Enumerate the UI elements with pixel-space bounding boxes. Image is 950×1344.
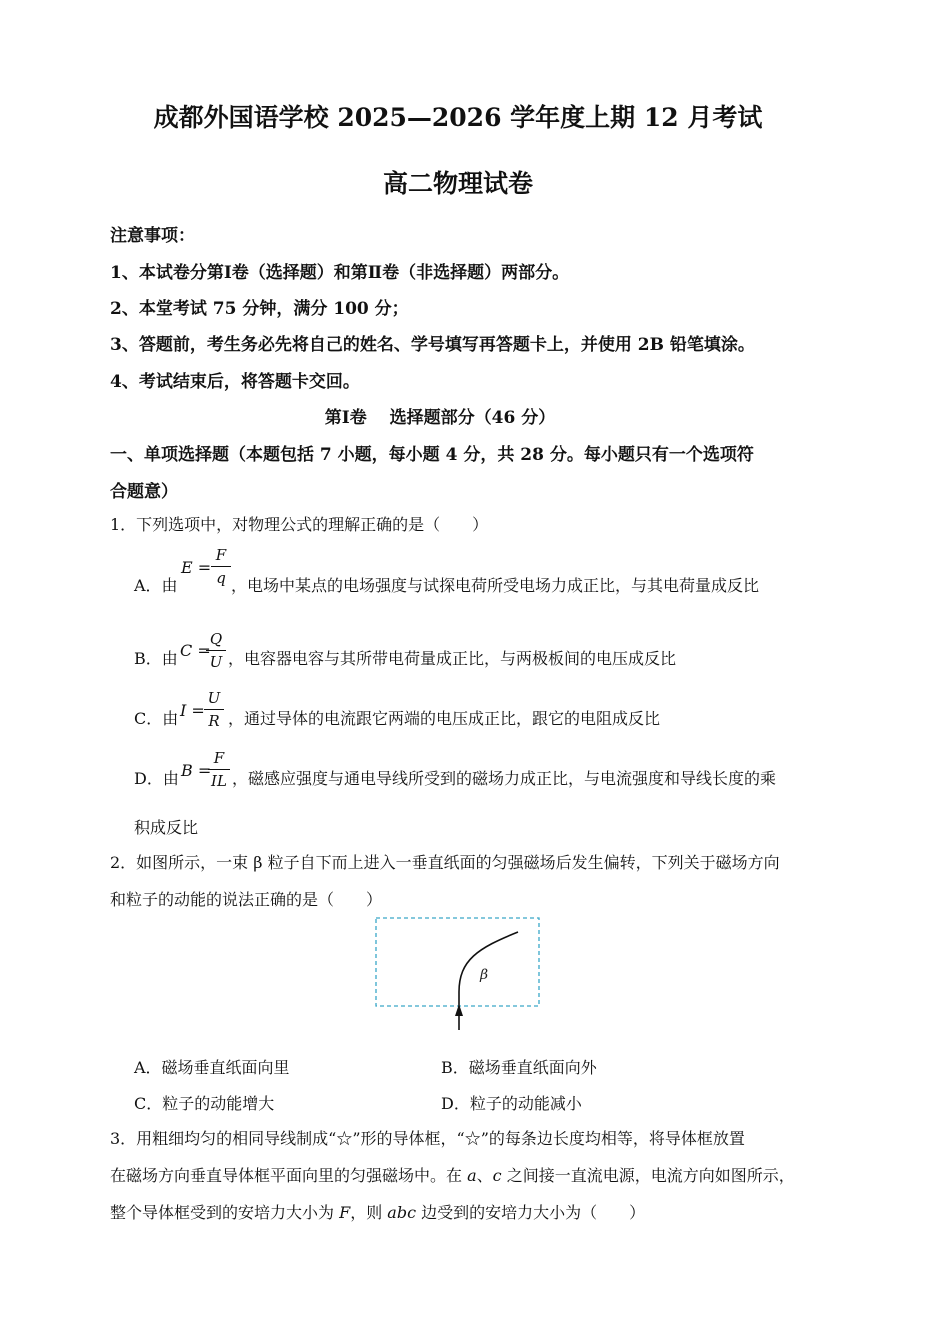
q1-option-a-label: A．由 <box>134 576 178 595</box>
fraction-bar <box>206 650 226 651</box>
q1-option-a-lhs: E = <box>181 558 212 577</box>
fraction-bar <box>211 566 231 567</box>
beta-label: β <box>480 967 489 983</box>
note-item-4: 4、考试结束后，将答题卡交回。 <box>110 372 360 392</box>
q1-option-d-fraction <box>208 749 230 790</box>
note-item-1: 1、本试卷分第Ⅰ卷（选择题）和第Ⅱ卷（非选择题）两部分。 <box>110 263 570 283</box>
fraction-numerator: F <box>213 749 225 767</box>
q2-option-b: B．磁场垂直纸面向外 <box>441 1058 597 1077</box>
note-item-3: 3、答题前，考生务必先将自己的姓名、学号填写再答题卡上，并使用 2B 铅笔填涂。 <box>110 335 755 355</box>
notes-heading: 注意事项： <box>110 226 195 246</box>
q1-option-a-fraction <box>211 546 231 587</box>
q3-var-abc: abc <box>387 1203 417 1222</box>
q3-line3-text-c: 边受到的安培力大小为（ ） <box>416 1203 646 1222</box>
q3-line2-text-b: 、 <box>476 1166 493 1185</box>
q1-option-c-label: C．由 <box>134 709 179 728</box>
q2-magnetic-field-figure <box>370 912 546 1036</box>
q3-line2 <box>110 1163 795 1186</box>
exam-title: 成都外国语学校 2025—2026 学年度上期 12 月考试 <box>153 103 763 132</box>
q1-option-d-continuation: 积成反比 <box>134 818 199 837</box>
fraction-numerator: U <box>207 689 221 707</box>
q1-option-b-fraction <box>206 630 226 671</box>
note-item-2: 2、本堂考试 75 分钟，满分 100 分； <box>110 299 409 319</box>
fraction-bar <box>208 769 230 770</box>
q1-option-b-lhs: C = <box>180 641 211 660</box>
q1-option-b-text: ，电容器电容与其所带电荷量成正比，与两极板间的电压成反比 <box>228 649 677 668</box>
q3-line1: 3．用粗细均匀的相同导线制成“☆”形的导体框，“☆”的每条边长度均相等，将导体框放置 <box>110 1129 745 1148</box>
q1-option-c-text: ，通过导体的电流跟它两端的电压成正比，跟它的电阻成反比 <box>228 709 661 728</box>
q3-var-c: c <box>492 1166 502 1185</box>
particle-trajectory <box>459 932 518 1030</box>
fraction-bar <box>204 709 224 710</box>
q3-var-a: a <box>467 1166 477 1185</box>
q1-option-a-text: ，电场中某点的电场强度与试探电荷所受电场力成正比，与其电荷量成反比 <box>231 576 760 595</box>
q1-option-c-fraction <box>204 689 224 730</box>
paper-subtitle: 高二物理试卷 <box>382 169 533 198</box>
part-heading-line2: 合题意） <box>110 482 178 502</box>
q3-line2-text-a: 在磁场方向垂直导体框平面向里的匀强磁场中。在 <box>110 1166 468 1185</box>
section-title: 第Ⅰ卷 选择题部分（46 分） <box>324 408 556 428</box>
q1-option-d-text: ，磁感应强度与通电导线所受到的磁场力成正比，与电流强度和导线长度的乘 <box>232 769 777 788</box>
field-region-box <box>376 918 539 1006</box>
fraction-denominator: q <box>216 569 226 587</box>
fraction-numerator: Q <box>209 630 223 648</box>
q3-var-f: F <box>339 1203 351 1222</box>
q1-option-d-label: D．由 <box>134 769 179 788</box>
q2-option-d: D．粒子的动能减小 <box>441 1094 582 1113</box>
q1-option-c-lhs: I = <box>180 701 205 720</box>
q3-line3 <box>110 1200 645 1223</box>
fraction-denominator: U <box>209 653 223 671</box>
q1-stem: 1．下列选项中，对物理公式的理解正确的是（ ） <box>110 515 489 534</box>
fraction-numerator: F <box>215 546 227 564</box>
q2-stem-line1: 2．如图所示，一束 β 粒子自下而上进入一垂直纸面的匀强磁场后发生偏转，下列关于磁场方向 <box>110 853 780 872</box>
q2-stem-line2: 和粒子的动能的说法正确的是（ ） <box>110 890 383 909</box>
fraction-denominator: R <box>208 712 220 730</box>
part-heading-line1: 一、单项选择题（本题包括 7 小题，每小题 4 分，共 28 分。每小题只有一个选项符 <box>110 445 754 465</box>
q3-line3-text-b: ，则 <box>350 1203 388 1222</box>
q2-option-c: C．粒子的动能增大 <box>134 1094 275 1113</box>
q2-option-a: A．磁场垂直纸面向里 <box>134 1058 290 1077</box>
q1-option-b-label: B．由 <box>134 649 178 668</box>
up-arrow-icon <box>455 1004 463 1016</box>
fraction-denominator: IL <box>211 772 227 790</box>
q3-line2-text-c: 之间接一直流电源，电流方向如图所示， <box>501 1166 795 1185</box>
q3-line3-text-a: 整个导体框受到的安培力大小为 <box>110 1203 340 1222</box>
q1-option-d-lhs: B = <box>181 761 212 780</box>
